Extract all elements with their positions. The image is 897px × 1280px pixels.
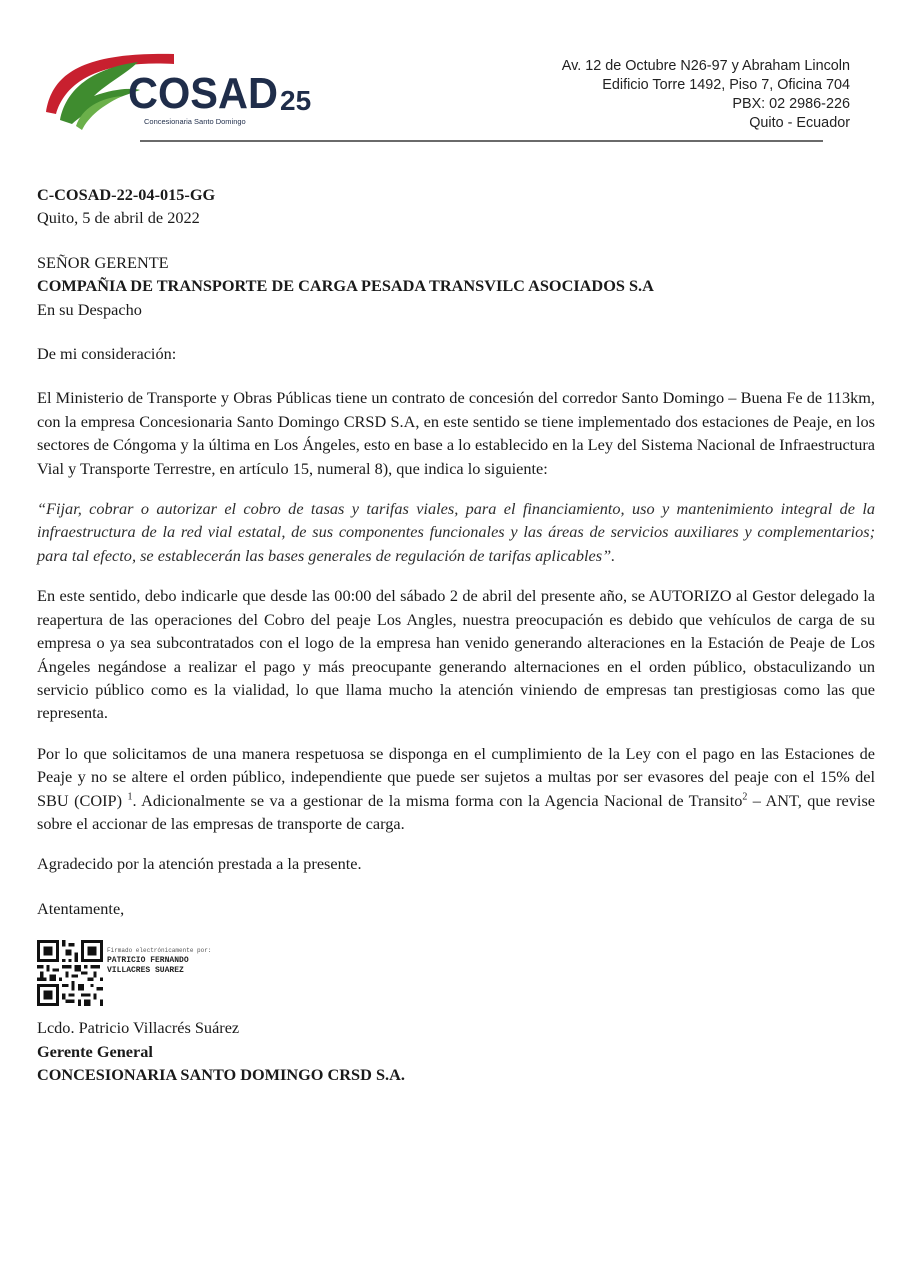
request-text-part2: . Adicionalmente se va a gestionar de la misma forma con la Agencia Nacional de Transito <box>132 790 743 810</box>
paragraph-authorization: En este sentido, debo indicarle que desde las 00:00 del sábado 2 de abril del presente año, se AUTORIZO al Gestor delegado la reapertura de las operaciones del Cobro del peaje Los Angles, nuestra preocupación es debido que vehículos de carga de su empresa o ya sea subcontratados con el logo de la empresa han venido generando alteraciones en la Estación de Peaje de Los Ángeles negándose a realizar el pago y más preocupante generando alternaciones en el orden público, obstaculizando un servicio público como es la vialidad, lo que llama mucho la atención viniendo de empresas tan prestigiosas como las que representa. <box>37 586 875 723</box>
recipient-company: COMPAÑIA DE TRANSPORTE DE CARGA PESADA TRANSVILC ASOCIADOS S.A <box>37 276 654 296</box>
signer-name: Lcdo. Patricio Villacrés Suárez <box>37 1018 240 1038</box>
recipient-location: En su Despacho <box>37 299 142 319</box>
letter-body <box>37 183 875 1086</box>
logo-wordmark: COSAD <box>128 69 278 118</box>
company-address <box>562 57 850 133</box>
electronic-signature <box>37 940 875 1016</box>
address-line: PBX: 02 2986-226 <box>732 96 850 112</box>
address-line: Quito - Ecuador <box>749 115 850 131</box>
paragraph-request <box>37 742 875 836</box>
request-text-part1: Por lo que solicitamos de una manera respetuosa se disponga en el cumplimiento de la Ley con el pago en las Estaciones de Peaje y no se altere el orden público, independiente que puede ser sujetos a multas por ser evasores del peaje con el 15% del SBU (COIP) <box>37 743 875 810</box>
paragraph-contract: El Ministerio de Transporte y Obras Públicas tiene un contrato de concesión del corredor Santo Domingo – Buena Fe de 113km, con la empresa Concesionaria Santo Domingo CRSD S.A, en este sentido se tiene implementado dos estaciones de Peaje, en los sectores de Cóngoma y la última en Los Ángeles, esto en base a lo establecido en la Ley del Sistema Nacional de Infraestructura Vial y Transporte Terrestre, en artículo 15, numeral 8), que indica lo siguiente: <box>37 388 875 478</box>
recipient-title: SEÑOR GERENTE <box>37 252 169 272</box>
footnote-marker-2: 2 <box>742 791 748 803</box>
signer-position: Gerente General <box>37 1041 153 1061</box>
signature-caption: Firmado electrónicamente por: <box>107 947 212 955</box>
cosad25-logo-graphic <box>42 44 332 134</box>
signature-name-line-1: PATRICIO FERNANDO <box>107 956 189 966</box>
cosad25-logo <box>42 44 332 134</box>
closing: Atentamente, <box>37 898 125 918</box>
signature-qr-code <box>37 940 103 1006</box>
address-line: Edificio Torre 1492, Piso 7, Oficina 704 <box>602 77 850 93</box>
salutation: De mi consideración: <box>37 344 177 364</box>
header-divider <box>140 140 823 142</box>
thanks-line: Agradecido por la atención prestada a la presente. <box>37 854 362 874</box>
logo-subtitle: Concesionaria Santo Domingo <box>144 117 246 126</box>
request-text-part3: – ANT, que revise sobre el accionar de las empresas de transporte de carga. <box>37 790 876 833</box>
logo-number: 25 <box>280 85 312 116</box>
qr-code-icon <box>37 940 103 1006</box>
legal-quote: “Fijar, cobrar o autorizar el cobro de tasas y tarifas viales, para el financiamiento, uso y mantenimiento integral de la infraestructura de la red vial estatal, de sus componentes funcionales y las áreas de servicios auxiliares y complementarios; para tal efecto, se establecerán las bases generales de regulación de tarifas aplicables”. <box>37 499 875 565</box>
signature-stamp-text <box>107 946 211 976</box>
place-date: Quito, 5 de abril de 2022 <box>37 208 200 228</box>
signature-name-line-2: VILLACRES SUAREZ <box>107 966 184 976</box>
reference-number: C-COSAD-22-04-015-GG <box>37 185 216 204</box>
letterhead <box>0 0 897 150</box>
signer-company: CONCESIONARIA SANTO DOMINGO CRSD S.A. <box>37 1064 405 1084</box>
footnote-marker-1: 1 <box>127 791 133 803</box>
address-line: Av. 12 de Octubre N26-97 y Abraham Lincoln <box>561 58 850 74</box>
